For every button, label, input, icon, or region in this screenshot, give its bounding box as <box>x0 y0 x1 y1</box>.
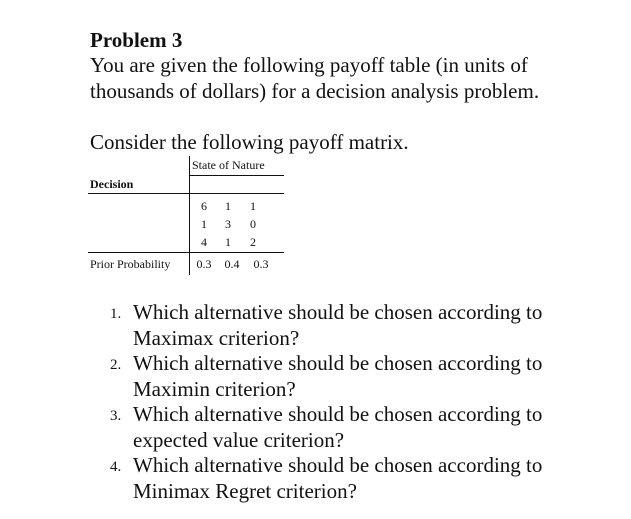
question-number: 3. <box>110 408 122 424</box>
question-item <box>110 402 580 453</box>
table-vertical-rule <box>189 156 190 275</box>
prior-value: 0.3 <box>196 257 212 271</box>
question-text: Which alternative should be chosen according to Minimax Regret criterion? <box>133 453 543 503</box>
question-number: 1. <box>110 306 122 322</box>
prior-probability-label: Prior Probability <box>90 257 171 271</box>
question-list <box>110 300 580 504</box>
question-item <box>110 453 580 504</box>
question-number: 2. <box>110 357 122 373</box>
prior-value: 0.4 <box>224 257 240 271</box>
table-cell: 3 <box>225 217 231 231</box>
question-item <box>110 351 580 402</box>
question-text: Which alternative should be chosen according to expected value criterion? <box>133 402 543 452</box>
table-prior-rule <box>88 252 284 253</box>
question-text: Which alternative should be chosen according to Maximin criterion? <box>133 351 543 401</box>
problem-intro: You are given the following payoff table (in units of thousands of dollars) for a decision analysis problem. <box>90 53 540 103</box>
table-cell: 1 <box>225 235 231 249</box>
table-cell: 1 <box>201 217 207 231</box>
table-cell: 1 <box>225 199 231 213</box>
table-cell: 2 <box>250 235 256 249</box>
decision-header: Decision <box>90 177 134 191</box>
table-header-rule <box>189 175 284 176</box>
question-item <box>110 300 580 351</box>
question-number: 4. <box>110 459 122 475</box>
table-cell: 6 <box>201 199 207 213</box>
consider-text: Consider the following payoff matrix. <box>90 130 409 154</box>
state-of-nature-header: State of Nature <box>192 158 265 172</box>
table-cell: 0 <box>250 217 256 231</box>
prior-value: 0.3 <box>253 257 269 271</box>
table-cell: 1 <box>250 199 256 213</box>
question-text: Which alternative should be chosen according to Maximax criterion? <box>133 300 543 350</box>
payoff-table <box>88 156 284 276</box>
table-cell: 4 <box>201 235 207 249</box>
problem-title: Problem 3 <box>90 28 183 52</box>
table-decision-rule <box>88 193 284 194</box>
